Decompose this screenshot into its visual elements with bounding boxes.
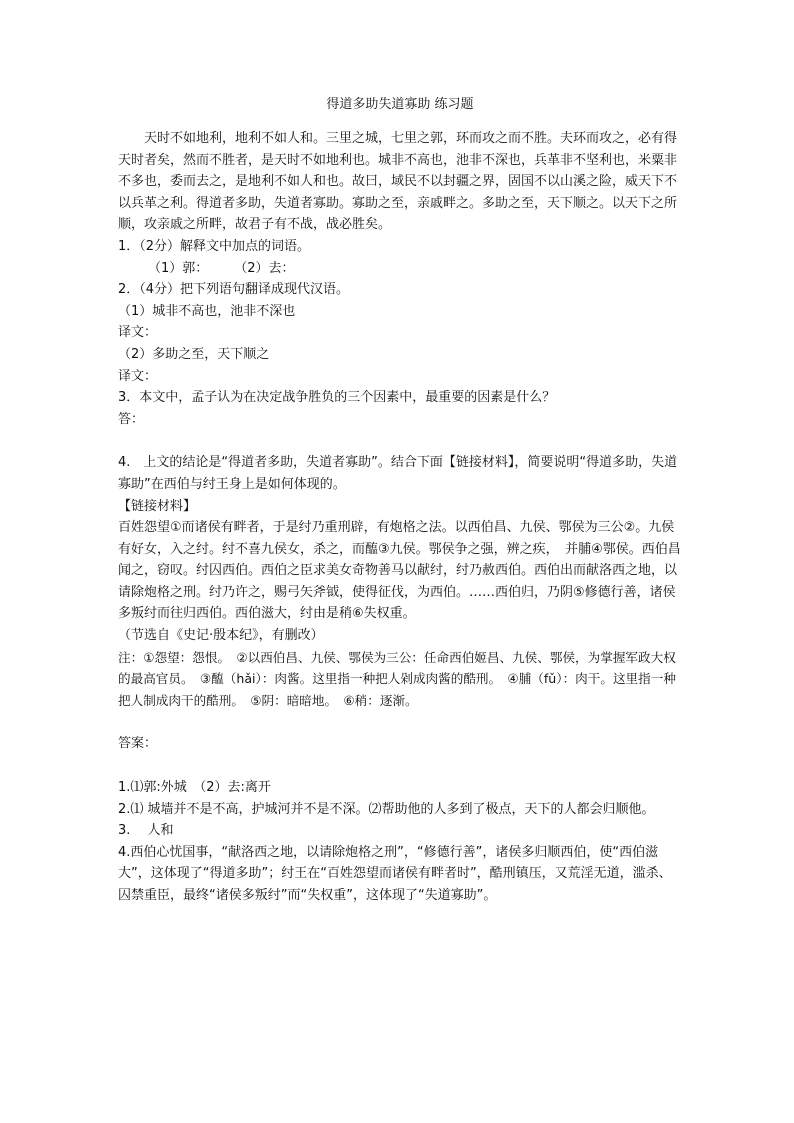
answer-4: 4.西伯心忧国事，“献洛西之地，以请除炮格之刑”，“修德行善”，诸侯多归顺西伯，使“西伯滋大”，这体现了“得道多助”；纣王在“百姓怨望而诸侯有畔者时”，酷刑镇压，又荒淫无道，滥杀、囚禁重臣，最终“诸侯多叛纣”而“失权重”，这体现了“失道寡助”。	[118, 844, 672, 903]
spacer	[118, 430, 682, 452]
question-3-answer-line: 答：	[118, 411, 145, 427]
spacer	[118, 711, 682, 733]
question-4: 4. 上文的结论是“得道者多助，失道者寡助”。结合下面【链接材料】，简要说明“得道多助，失道寡助”在西伯与纣王身上是如何体现的。	[118, 455, 678, 492]
link-material-heading: 【链接材料】	[118, 498, 197, 514]
question-2-sentence-1: （1）城非不高也，池非不深也	[118, 303, 296, 319]
question-3: 3．本文中，孟子认为在决定战争胜负的三个因素中，最重要的因素是什么？	[118, 390, 556, 406]
question-2: 2．（4分）把下列语句翻译成现代汉语。	[118, 282, 350, 298]
question-2-translation-2: 译文：	[118, 368, 158, 384]
classical-passage: 天时不如地利，地利不如人和。三里之城，七里之郭，环而攻之而不胜。夫环而攻之，必有得天时者矣，然而不胜者，是天时不如地利也。城非不高也，池非不深也，兵革非不坚利也，米粟非不多也，委而去之，是地利不如人和也。故曰，域民不以封疆之界，固国不以山溪之险，威天下不以兵革之利。得道者多助，失道者寡助。寡助之至，亲戚畔之。多助之至，天下顺之。以天下之所顺，攻亲戚之所畔，故君子有不战，战必胜矣。	[118, 131, 678, 233]
question-1-items: （1）郭： （2）去：	[148, 260, 295, 276]
answers-heading: 答案：	[118, 736, 158, 752]
question-1: 1．（2分）解释文中加点的词语。	[118, 238, 311, 254]
document-title: 得道多助失道寡助 练习题	[326, 97, 474, 112]
question-2-translation-1: 译文：	[118, 325, 158, 341]
link-material-text: 百姓怨望①而诸侯有畔者，于是纣乃重刑辟，有炮格之法。以西伯昌、九侯、鄂侯为三公②。九侯有好女，入之纣。纣不喜九侯女，杀之，而醢③九侯。鄂侯争之强，辨之疾， 并脯④鄂侯。西伯昌闻之，窃叹。纣囚西伯。西伯之臣求美女奇物善马以献纣，纣乃赦西伯。西伯出而献洛西之地，以请除炮格之刑。纣乃许之，赐弓矢斧钺，使得征伐，为西伯。……西伯归，乃阴⑤修德行善，诸侯多叛纣而往归西伯。西伯滋大，纣由是稍⑥失权重。	[118, 520, 681, 622]
link-material-notes: 注：①怨望：怨恨。 ②以西伯昌、九侯、鄂侯为三公：任命西伯姬昌、九侯、鄂侯，为掌握军政大权的最高官员。 ③醢（hǎi）：肉酱。这里指一种把人剁成肉酱的酷刑。 ④脯（fǔ）：肉干。这里指一种把人制成肉干的酷刑。 ⑤阴：暗暗地。 ⑥稍：逐渐。	[118, 649, 676, 708]
answer-3: 3. 人和	[118, 823, 174, 839]
question-2-sentence-2: （2）多助之至，天下顺之	[118, 346, 270, 362]
answer-1: 1.⑴郭:外城 （2）去:离开	[118, 780, 271, 796]
spacer	[118, 755, 682, 777]
link-material-source: （节选自《史记·殷本纪》，有删改）	[118, 628, 324, 644]
answer-2: 2.⑴ 城墙并不是不高，护城河并不是不深。⑵帮助他的人多到了极点，天下的人都会归顺他。	[118, 801, 655, 817]
